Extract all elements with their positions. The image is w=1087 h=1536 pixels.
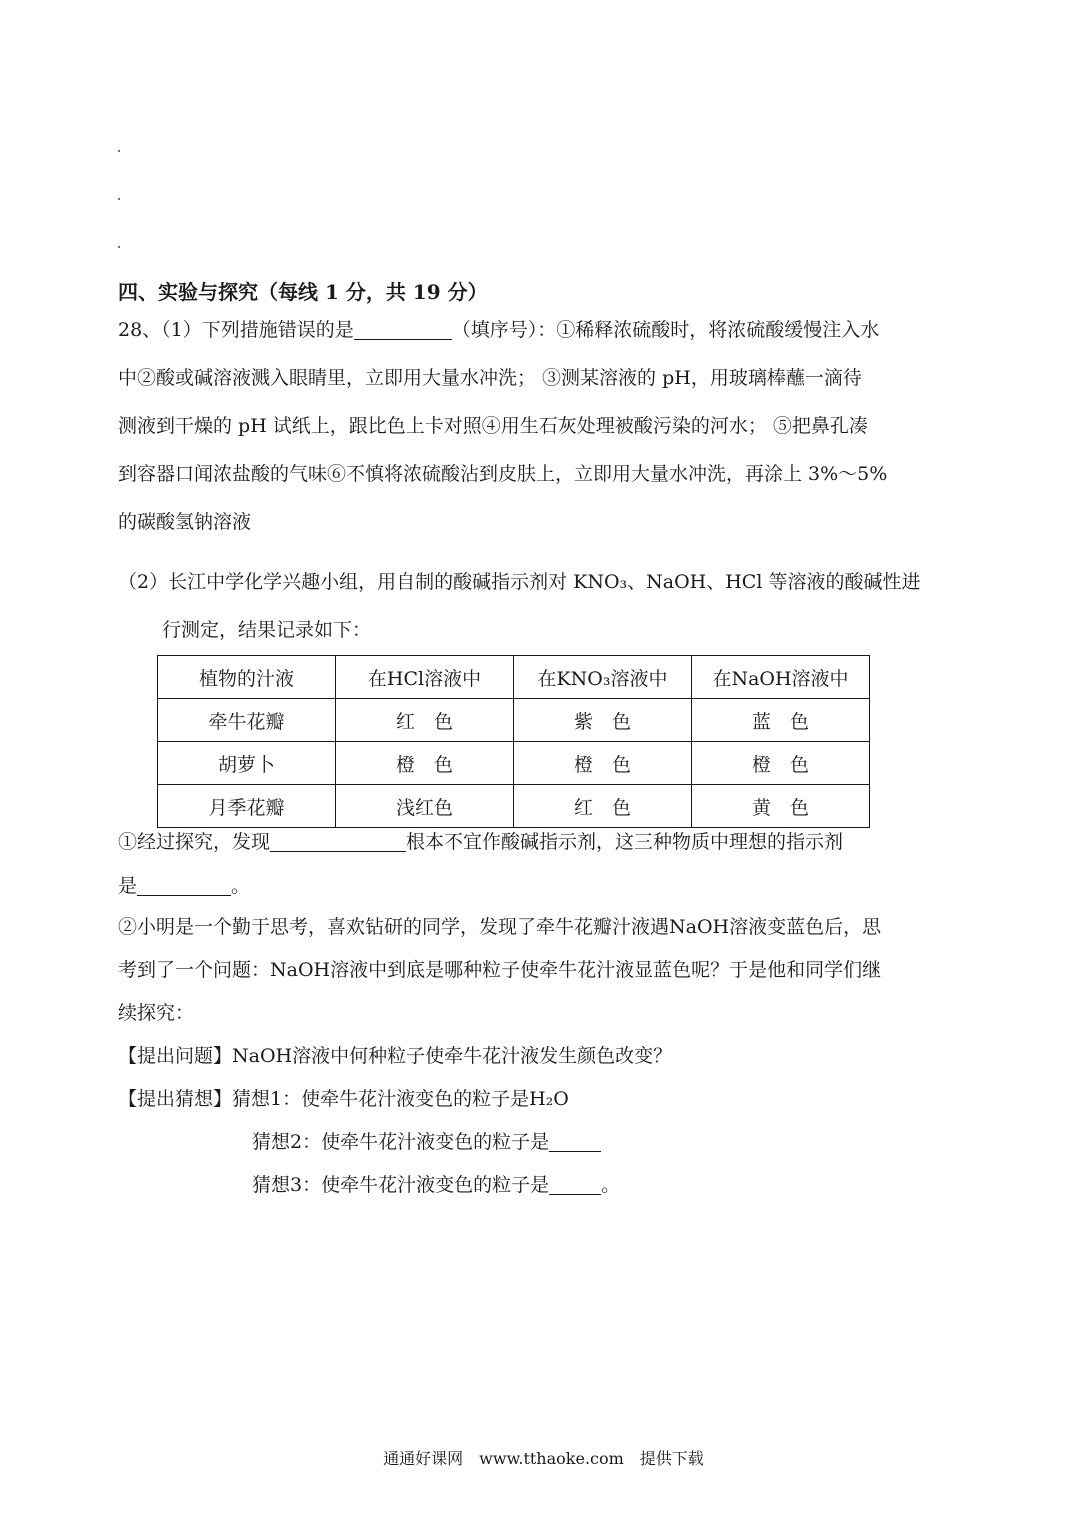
question-28-part2-intro — [118, 558, 976, 654]
text-line: 续探究： — [118, 1002, 195, 1024]
answer-blank[interactable] — [354, 319, 452, 340]
q28-text: （填序号）：①稀释浓硫酸时，将浓硫酸缓慢注入水 — [451, 319, 880, 341]
answer-blank[interactable] — [270, 831, 406, 852]
table-cell: 橙 色 — [514, 742, 692, 785]
text-line — [118, 1121, 976, 1164]
text-line — [118, 306, 976, 354]
table-row — [158, 742, 870, 785]
margin-dot — [118, 246, 120, 248]
text-line — [118, 1164, 976, 1207]
question-28-sub1 — [118, 820, 976, 908]
q28-text: 。 — [231, 875, 251, 897]
table-cell: 红 色 — [514, 785, 692, 828]
answer-blank[interactable] — [549, 1174, 601, 1195]
table-cell: 橙 色 — [336, 742, 514, 785]
table-cell: 月季花瓣 — [158, 785, 336, 828]
text-line: 的碳酸氢钠溶液 — [118, 511, 252, 533]
margin-dot — [118, 150, 120, 152]
table-header-row — [158, 656, 870, 699]
text-line: （2）长江中学化学兴趣小组，用自制的酸碱指示剂对 KNO₃、NaOH、HCl 等溶液的酸碱性进 — [118, 571, 921, 593]
table-cell: 橙 色 — [692, 742, 870, 785]
table-row — [158, 699, 870, 742]
text-line: 考到了一个问题：NaOH溶液中到底是哪种粒子使牵牛花汁液显蓝色呢？于是他和同学们继 — [118, 959, 882, 981]
answer-blank[interactable] — [137, 875, 231, 896]
text-line — [118, 864, 976, 908]
q28-text: 是 — [118, 875, 138, 897]
text-line: 测液到干燥的 pH 试纸上，跟比色上卡对照④用生石灰处理被酸污染的河水； ⑤把鼻孔凑 — [118, 415, 868, 437]
table-header: 在HCl溶液中 — [336, 656, 514, 699]
q28-text: 根本不宜作酸碱指示剂，这三种物质中理想的指示剂 — [406, 831, 844, 853]
table-cell: 紫 色 — [514, 699, 692, 742]
text-line: 【提出问题】NaOH溶液中何种粒子使牵牛花汁液发生颜色改变？ — [118, 1045, 673, 1067]
text-line: 行测定，结果记录如下： — [162, 619, 372, 641]
table-cell: 牵牛花瓣 — [158, 699, 336, 742]
table-header: 在NaOH溶液中 — [692, 656, 870, 699]
text-line: 到容器口闻浓盐酸的气味⑥不慎将浓硫酸沾到皮肤上，立即用大量水冲洗，再涂上 3%～5% — [118, 463, 888, 485]
table-header: 植物的汁液 — [158, 656, 336, 699]
table-header: 在KNO₃溶液中 — [514, 656, 692, 699]
table-cell: 红 色 — [336, 699, 514, 742]
text-line — [118, 820, 976, 864]
q28-text: 。 — [601, 1174, 621, 1196]
q28-text: 猜想2：使牵牛花汁液变色的粒子是 — [252, 1131, 550, 1153]
q28-text: 28、（1）下列措施错误的是 — [118, 319, 354, 341]
text-line: ②小明是一个勤于思考，喜欢钻研的同学，发现了牵牛花瓣汁液遇NaOH溶液变蓝色后，思 — [118, 916, 882, 938]
q28-text: 猜想3：使牵牛花汁液变色的粒子是 — [252, 1174, 550, 1196]
question-28-part1 — [118, 306, 976, 546]
text-line: 【提出猜想】猜想1：使牵牛花汁液变色的粒子是H₂O — [118, 1088, 569, 1110]
table-cell: 黄 色 — [692, 785, 870, 828]
page-footer: 通通好课网 www.tthaoke.com 提供下载 — [383, 1449, 704, 1468]
indicator-table — [157, 655, 870, 828]
table-cell: 蓝 色 — [692, 699, 870, 742]
section-heading: 四、实验与探究（每线 1 分，共 19 分） — [118, 280, 488, 304]
q28-text: ①经过探究，发现 — [118, 831, 271, 853]
question-28-sub2 — [118, 906, 976, 1207]
margin-dot — [118, 198, 120, 200]
answer-blank[interactable] — [549, 1131, 601, 1152]
table-cell: 胡萝卜 — [158, 742, 336, 785]
table-cell: 浅红色 — [336, 785, 514, 828]
text-line: 中②酸或碱溶液溅入眼睛里，立即用大量水冲洗； ③测某溶液的 pH，用玻璃棒蘸一滴待 — [118, 367, 862, 389]
